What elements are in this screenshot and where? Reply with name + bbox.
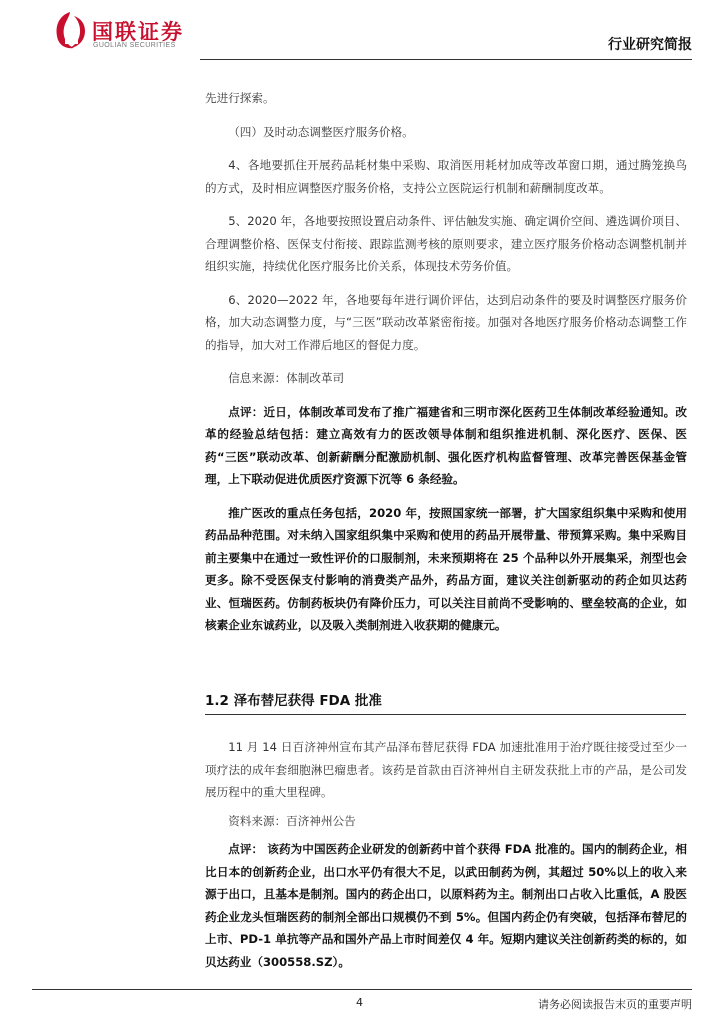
- paragraph-item-6: 6、2020—2022 年，各地要每年进行调价评估，达到启动条件的要及时调整医疗服务价格，加大动态调整力度，与“三医”联动改革紧密衔接。加强对各地医疗服务价格动态调整工作的指导，加大对工作滞后地区的督促力度。: [205, 292, 687, 352]
- footer-disclaimer: 请务必阅读报告末页的重要声明: [538, 998, 692, 1011]
- comment-paragraph-2: 推广医改的重点任务包括，2020 年，按照国家统一部署，扩大国家组织集中采购和使用药品品种范围。对未纳入国家组织集中采购和使用的药品开展带量、带预算采购。集中采购目前主要集中在通过一致性评价的口服制剂，未来预期将在 25 个品种以外开展集采，剂型也会更多。除不受医保支付影响的消费类产品外，药品方面，建议关注创新驱动的药企如贝达药业、恒瑞医药。仿制药板块仍有降价压力，可以关注目前尚不受影响的、壁垒较高的企业，如核素企业东诚药业，以及吸入类制剂进入收获期的健康元。: [205, 505, 687, 632]
- footer-divider: [32, 989, 692, 990]
- page-number: 4: [356, 996, 363, 1009]
- comment-paragraph-1: 点评：近日，体制改革司发布了推广福建省和三明市深化医药卫生体制改革经验通知。改革的经验总结包括：建立高效有力的医改领导体制和组织推进机制、深化医疗、医保、医药“三医”联动改革、创新薪酬分配激励机制、强化医疗机构监督管理、改革完善医保基金管理，上下联动促进优质医疗资源下沉等 6 条经验。: [205, 404, 687, 486]
- info-source: 信息来源：体制改革司: [228, 371, 345, 385]
- section-content: [205, 736, 687, 973]
- section-paragraph: 11 月 14 日百济神州宣布其产品泽布替尼获得 FDA 加速批准用于治疗既往接受过至少一项疗法的成年套细胞淋巴瘤患者。该药是首款由百济神州自主研发获批上市的产品，是公司发展历程中的重大里程碑。: [205, 740, 687, 799]
- section-source: 资料来源：百济神州公告: [228, 813, 356, 828]
- section-comment: 点评： 该药为中国医药企业研发的创新药中首个获得 FDA 批准的。国内的制药企业，相比日本的创新药企业，出口水平仍有很大不足，以武田制药为例，其超过 50%以上的收入来源于出口，且基本是制剂。国内的药企出口，以原料药为主。制剂出口占收入比重低，A 股医药企业龙头恒瑞医药的制剂全部出口规模仍不到 5%。但国内药企仍有突破，包括泽布替尼的上市、PD-1 单抗等产品和国外产品上市时间差仅 4 年。短期内建议关注创新药类的标的，如贝达药业（300558.SZ）。: [205, 842, 687, 969]
- paragraph-item-5: 5、2020 年，各地要按照设置启动条件、评估触发实施、确定调价空间、遴选调价项目、合理调整价格、医保支付衔接、跟踪监测考核的原则要求，建立医疗服务价格动态调整机制并组织实施，持续优化医疗服务比价关系，体现技术劳务价值。: [205, 214, 687, 273]
- report-type-label: 行业研究简报: [608, 37, 692, 53]
- logo-chinese-name: 国联证券: [92, 20, 184, 44]
- paragraph-continuation: 先进行探索。: [205, 91, 275, 105]
- page-header: [0, 0, 724, 62]
- header-divider: [200, 59, 692, 60]
- guolian-logo: [52, 10, 212, 54]
- main-content: [205, 87, 687, 637]
- section-divider: [205, 714, 686, 715]
- paragraph-subheading: （四）及时动态调整医疗服务价格。: [228, 124, 414, 139]
- paragraph-item-4: 4、各地要抓住开展药品耗材集中采购、取消医用耗材加成等改革窗口期，通过腾笼换鸟的方式，及时相应调整医疗服务价格，支持公立医院运行机制和薪酬制度改革。: [205, 158, 687, 195]
- guolian-logo-mark-icon: [52, 10, 88, 50]
- logo-english-name: GUOLIAN SECURITIES: [93, 42, 176, 49]
- section-title: 1.2 泽布替尼获得 FDA 批准: [205, 693, 382, 709]
